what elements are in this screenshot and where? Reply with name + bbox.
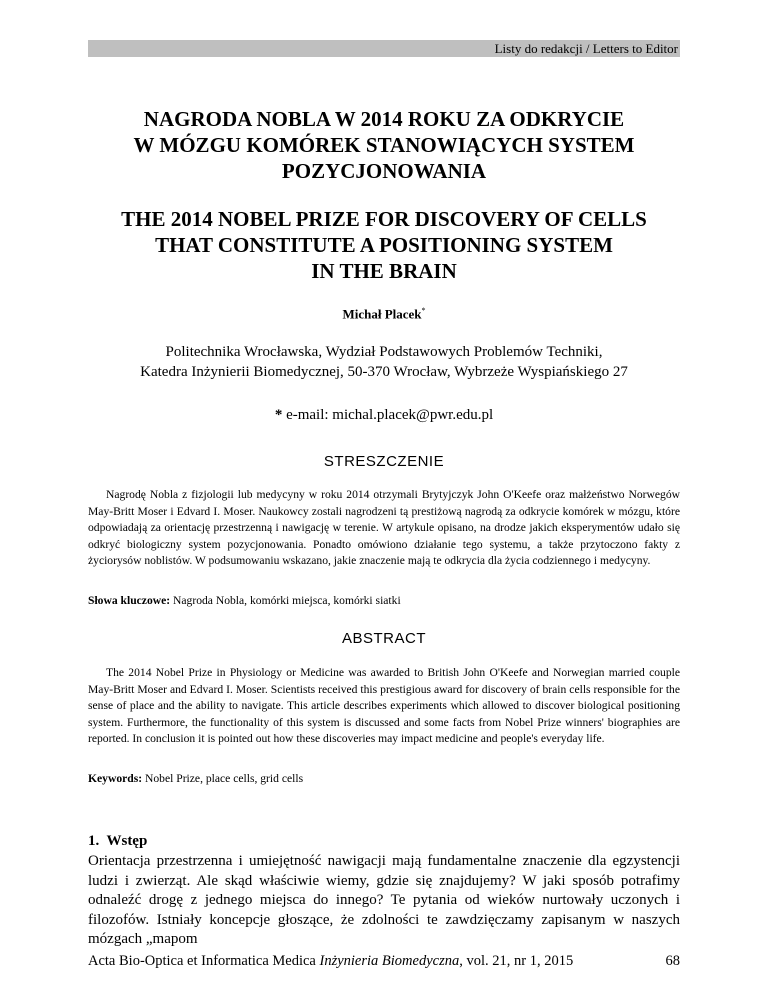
footer-journal-volume: , vol. 21, nr 1, 2015 [459, 953, 574, 969]
title-polish [88, 106, 680, 184]
section-heading-introduction: 1. Wstęp [88, 833, 148, 849]
introduction-text: Orientacja przestrzenna i umiejętność nawigacji mają fundamentalne znaczenie dla egzystencji ludzi i zwierząt. Ale skąd właściwie wiemy, gdzie się znajdujemy? W jaki sposób potrafimy odnaleźć drogę z jednego miejsca do innego? Te pytania od wieków nurtowały uczonych i filozofów. Istniały koncepcje głoszące, że zdolności te zawdzięczamy zapisanym w naszych mózgach „mapom [88, 853, 680, 948]
author-name: Michał Placek [342, 306, 422, 322]
email-line [88, 407, 680, 424]
polish-keywords-label: Słowa kluczowe: [88, 594, 171, 607]
streszczenie-heading: STRESZCZENIE [323, 453, 445, 470]
affiliation-line: Politechnika Wrocławska, Wydział Podstawowych Problemów Techniki, [165, 344, 603, 360]
abstract-heading: ABSTRACT [341, 630, 426, 647]
english-keywords [88, 772, 680, 785]
title-english [88, 206, 680, 284]
title-polish-line: W MÓZGU KOMÓREK STANOWIĄCYCH SYSTEM [133, 133, 635, 157]
streszczenie-text: Nagrodę Nobla z fizjologii lub medycyny w roku 2014 otrzymali Brytyjczyk John O'Keefe oraz małżeństwo Norwegów May-Britt Moser i Edvard I. Moser. Naukowcy zostali nagrodzeni tą prestiżową nagrodą za odkrycie komórek w mózgu, które odpowiadają za orientację przestrzenną i nawigację w terenie. W artykule opisano, na drodze jakich eksperymentów udało się odkryć biologiczny system pozycjonowania. Ponadto omówiono działanie tego systemu, a także przytoczono fakty z życiorysów noblistów. W podsumowaniu wskazano, jakie znaczenie mają te odkrycia dla życia codziennego i medycyny. [88, 488, 680, 567]
page-footer [88, 953, 680, 970]
title-english-line: THE 2014 NOBEL PRIZE FOR DISCOVERY OF CELLS [121, 207, 647, 231]
footer-journal [88, 953, 573, 970]
author-mark: * [421, 306, 426, 315]
email-mark: * [274, 407, 283, 423]
footer-journal-subtitle: Inżynieria Biomedyczna [319, 953, 460, 969]
title-english-line: IN THE BRAIN [311, 259, 457, 283]
abstract-text: The 2014 Nobel Prize in Physiology or Medicine was awarded to British John O'Keefe and Norwegian married couple May-Britt Moser and Edvard I. Moser. Scientists received this prestigious award for discovery of brain cells responsible for the sense of place and the ability to navigate. This article describes experiments which allowed to discover biological positioning system. Furthermore, the functionality of this system is discussed and some facts from Nobel Prize winners' biographies are reported. In conclusion it is pointed out how these discoveries may impact medicine and people's everyday life. [88, 666, 680, 745]
title-english-line: THAT CONSTITUTE A POSITIONING SYSTEM [155, 233, 613, 257]
english-keywords-label: Keywords: [88, 772, 143, 785]
polish-keywords-value: Nagroda Nobla, komórki miejsca, komórki siatki [173, 594, 401, 607]
page-number: 68 [665, 953, 680, 969]
running-header-text: Listy do redakcji / Letters to Editor [494, 41, 678, 56]
english-keywords-value: Nobel Prize, place cells, grid cells [145, 772, 304, 785]
title-polish-line: NAGRODA NOBLA W 2014 ROKU ZA ODKRYCIE [143, 107, 625, 131]
footer-journal-name: Acta Bio-Optica et Informatica Medica [88, 953, 316, 969]
affiliation-line: Katedra Inżynierii Biomedycznej, 50-370 Wrocław, Wybrzeże Wyspiańskiego 27 [140, 364, 628, 380]
author [88, 306, 680, 322]
polish-keywords [88, 594, 680, 607]
title-polish-line: POZYCJONOWANIA [281, 159, 487, 183]
email-address[interactable]: e-mail: michal.placek@pwr.edu.pl [286, 407, 494, 423]
affiliation [88, 342, 680, 382]
running-header [88, 40, 680, 57]
